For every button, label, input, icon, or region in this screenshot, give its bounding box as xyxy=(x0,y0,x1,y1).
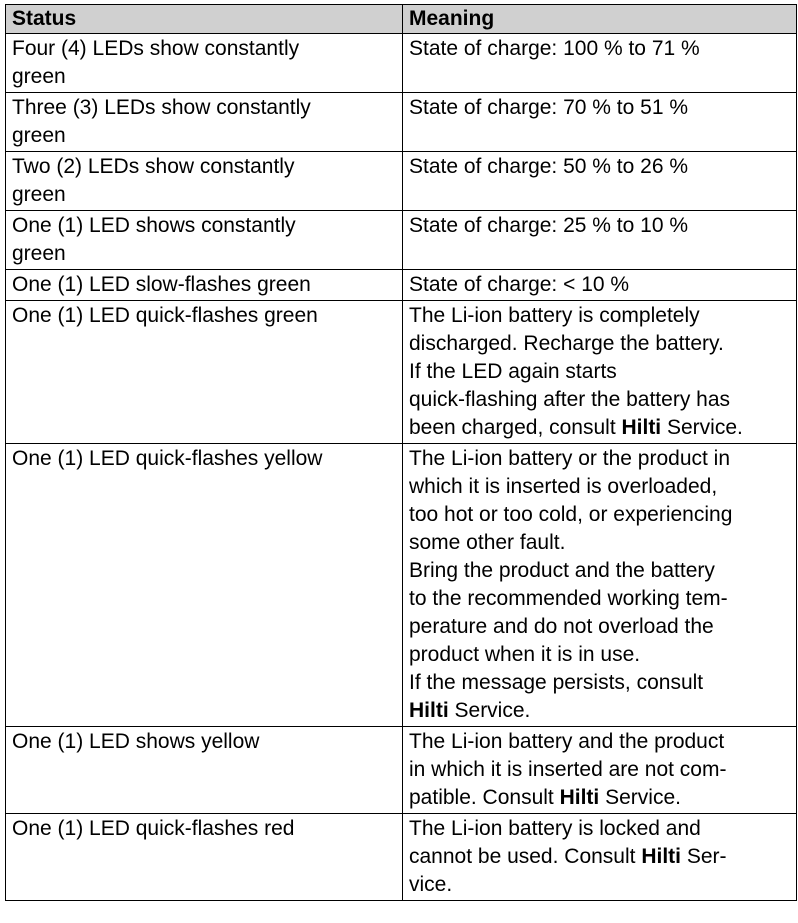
table-row xyxy=(6,814,797,901)
meaning-cell xyxy=(403,34,797,93)
table-row xyxy=(6,270,797,301)
meaning-text: State of charge: 70 % to 51 % xyxy=(409,96,689,119)
header-meaning: Meaning xyxy=(403,5,797,34)
status-text-line: One (1) LED quick-flashes yellow xyxy=(12,447,323,470)
meaning-text: State of charge: 50 % to 26 % xyxy=(409,155,689,178)
meaning-text-line xyxy=(409,871,790,899)
status-text-line: green xyxy=(12,124,66,147)
meaning-text: Service. xyxy=(661,416,743,439)
status-text-line: Four (4) LEDs show constantly xyxy=(12,37,300,60)
meaning-text-line xyxy=(409,728,790,756)
status-cell xyxy=(6,152,403,211)
meaning-text: The Li-ion battery is locked and xyxy=(409,817,701,840)
meaning-text-line xyxy=(409,501,790,529)
table-row xyxy=(6,727,797,814)
meaning-text: Service. xyxy=(448,699,531,722)
table-row xyxy=(6,301,797,444)
status-cell xyxy=(6,814,403,901)
status-text-line: Three (3) LEDs show constantly xyxy=(12,96,311,119)
meaning-cell xyxy=(403,93,797,152)
meaning-text-line xyxy=(409,414,790,442)
status-cell xyxy=(6,301,403,444)
status-cell xyxy=(6,34,403,93)
meaning-text: too hot or too cold, or experiencing xyxy=(409,503,733,526)
status-text-line: One (1) LED shows yellow xyxy=(12,730,260,753)
meaning-cell xyxy=(403,301,797,444)
status-text-line: green xyxy=(12,242,66,265)
table-row xyxy=(6,93,797,152)
meaning-text: been charged, consult xyxy=(409,416,622,439)
meaning-text-line xyxy=(409,557,790,585)
meaning-text-line xyxy=(409,358,790,386)
meaning-text-line xyxy=(409,153,790,181)
meaning-text: The Li-ion battery is completely xyxy=(409,304,700,327)
status-cell xyxy=(6,270,403,301)
meaning-text-line xyxy=(409,445,790,473)
status-text-line: One (1) LED shows constantly xyxy=(12,214,296,237)
meaning-text-line xyxy=(409,585,790,613)
meaning-text-line xyxy=(409,613,790,641)
meaning-cell xyxy=(403,270,797,301)
status-cell xyxy=(6,444,403,727)
brand-name: Hilti xyxy=(559,786,600,809)
meaning-text-line xyxy=(409,94,790,122)
table-header-row xyxy=(6,5,797,34)
meaning-text-line xyxy=(409,697,790,725)
meaning-text: patible. Consult xyxy=(409,786,560,809)
meaning-text: which it is inserted is overloaded, xyxy=(409,475,718,498)
status-cell xyxy=(6,727,403,814)
meaning-text: quick-flashing after the battery has xyxy=(409,388,731,411)
meaning-text-line xyxy=(409,386,790,414)
meaning-text-line xyxy=(409,756,790,784)
meaning-text-line xyxy=(409,529,790,557)
table-row xyxy=(6,444,797,727)
meaning-cell xyxy=(403,211,797,270)
meaning-text: Bring the product and the battery xyxy=(409,559,715,582)
meaning-text-line xyxy=(409,271,790,299)
meaning-cell xyxy=(403,814,797,901)
meaning-text: State of charge: 25 % to 10 % xyxy=(409,214,689,237)
status-cell xyxy=(6,211,403,270)
meaning-text: State of charge: 100 % to 71 % xyxy=(409,37,700,60)
meaning-text: product when it is in use. xyxy=(409,643,641,666)
meaning-text: If the message persists, consult xyxy=(409,671,704,694)
meaning-text-line xyxy=(409,330,790,358)
meaning-text: The Li-ion battery and the product xyxy=(409,730,725,753)
header-status: Status xyxy=(6,5,403,34)
meaning-text: to the recommended working tem- xyxy=(409,587,728,610)
table-row xyxy=(6,34,797,93)
status-text-line: green xyxy=(12,65,66,88)
meaning-text: Service. xyxy=(599,786,681,809)
meaning-text-line xyxy=(409,815,790,843)
meaning-cell xyxy=(403,444,797,727)
status-text-line: One (1) LED slow-flashes green xyxy=(12,273,311,296)
status-cell xyxy=(6,93,403,152)
meaning-text-line xyxy=(409,473,790,501)
meaning-text-line xyxy=(409,212,790,240)
meaning-text: State of charge: < 10 % xyxy=(409,273,630,296)
meaning-cell xyxy=(403,152,797,211)
meaning-text-line xyxy=(409,784,790,812)
table-row xyxy=(6,152,797,211)
meaning-text-line xyxy=(409,302,790,330)
meaning-text: vice. xyxy=(409,873,453,896)
meaning-text: in which it is inserted are not com- xyxy=(409,758,727,781)
status-text-line: Two (2) LEDs show constantly xyxy=(12,155,295,178)
meaning-text-line xyxy=(409,669,790,697)
meaning-text: discharged. Recharge the battery. xyxy=(409,332,724,355)
meaning-text: If the LED again starts xyxy=(409,360,617,383)
meaning-text-line xyxy=(409,35,790,63)
brand-name: Hilti xyxy=(641,845,681,868)
table-row xyxy=(6,211,797,270)
meaning-text: The Li-ion battery or the product in xyxy=(409,447,731,470)
status-text-line: One (1) LED quick-flashes green xyxy=(12,304,318,327)
meaning-text-line xyxy=(409,843,790,871)
meaning-text: Ser- xyxy=(681,845,727,868)
meaning-text-line xyxy=(409,641,790,669)
meaning-text: some other fault. xyxy=(409,531,566,554)
status-text-line: green xyxy=(12,183,66,206)
brand-name: Hilti xyxy=(409,699,449,722)
meaning-text: perature and do not overload the xyxy=(409,615,714,638)
brand-name: Hilti xyxy=(621,416,662,439)
meaning-cell xyxy=(403,727,797,814)
led-status-table xyxy=(5,4,797,901)
table-body xyxy=(6,34,797,901)
meaning-text: cannot be used. Consult xyxy=(409,845,642,868)
status-text-line: One (1) LED quick-flashes red xyxy=(12,817,295,840)
